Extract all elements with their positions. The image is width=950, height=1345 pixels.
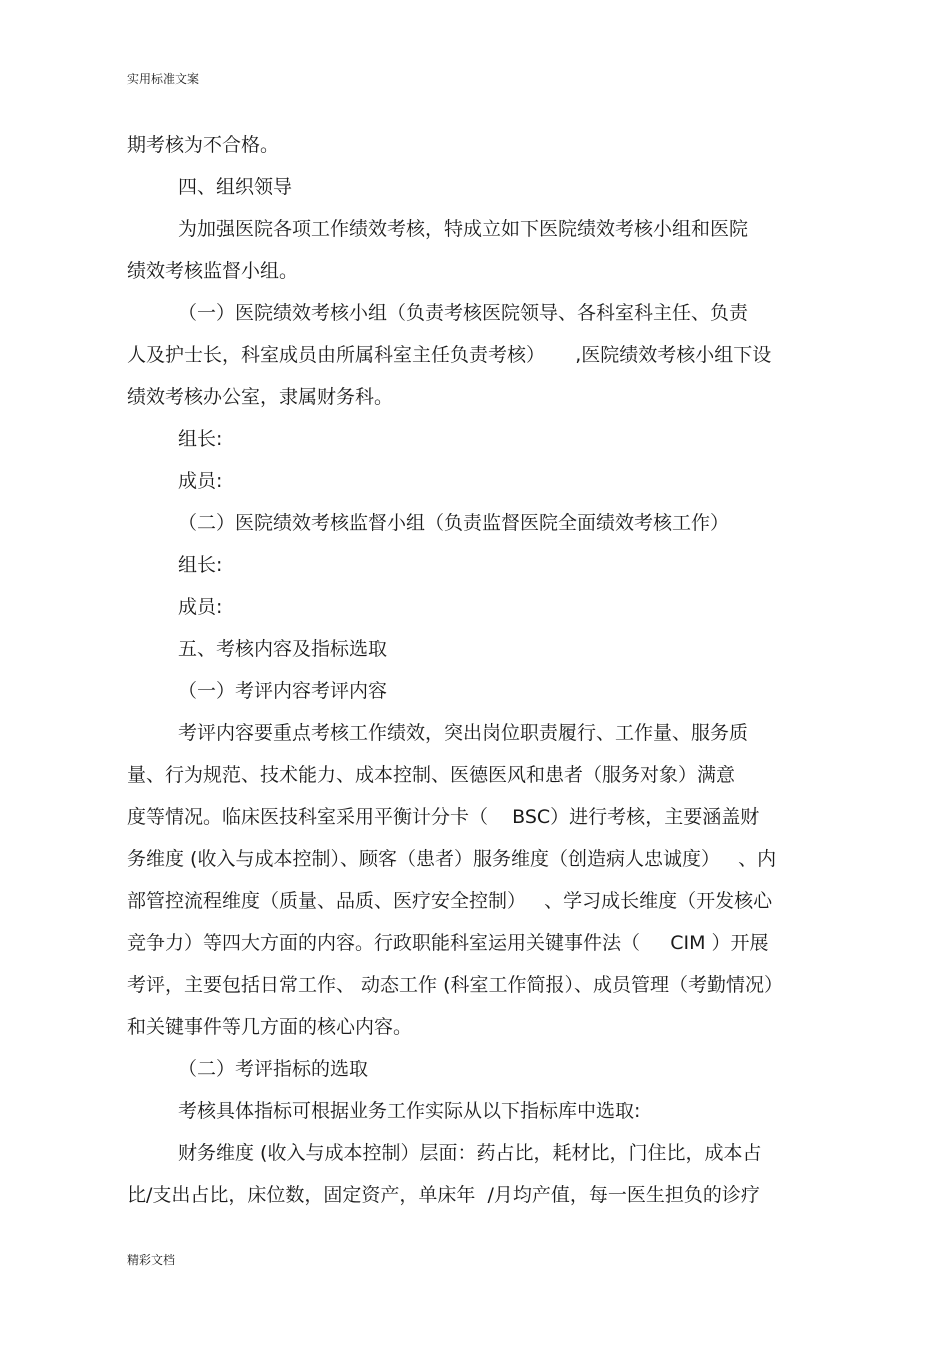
text-line: 和关键事件等几方面的核心内容。 <box>127 1016 413 1038</box>
text-line: 务维度 (收入与成本控制）、顾客（患者）服务维度（创造病人忠诚度） 、内 <box>127 848 777 870</box>
text-line: 量、行为规范、技术能力、成本控制、医德医风和患者（服务对象）满意 <box>127 764 736 786</box>
page-header: 实用标准文案 <box>127 72 200 86</box>
text-line: 绩效考核办公室，隶属财务科。 <box>127 386 394 408</box>
section-heading: 四、组织领导 <box>178 176 293 198</box>
text-line: 人及护士长，科室成员由所属科室主任负责考核） ,医院绩效考核小组下设 <box>127 344 772 366</box>
subsection-heading: （一）考评内容考评内容 <box>178 680 388 702</box>
text-line: 财务维度 (收入与成本控制）层面：药占比，耗材比，门住比，成本占 <box>178 1142 762 1164</box>
subsection-heading: （二）考评指标的选取 <box>178 1058 369 1080</box>
text-line: 成员: <box>178 596 223 618</box>
text-line: 考评内容要重点考核工作绩效，突出岗位职责履行、工作量、服务质 <box>178 722 749 744</box>
text-line: 考评，主要包括日常工作、 动态工作 (科室工作简报）、成员管理（考勤情况） <box>127 974 783 996</box>
page-footer: 精彩文档 <box>127 1253 176 1267</box>
section-heading: 五、考核内容及指标选取 <box>178 638 388 660</box>
subsection-heading: （二）医院绩效考核监督小组（负责监督医院全面绩效考核工作） <box>178 512 730 534</box>
text-line: 比/支出占比，床位数，固定资产，单床年 /月均产值，每一医生担负的诊疗 <box>127 1184 760 1206</box>
text-line: 度等情况。临床医技科室采用平衡计分卡（ BSC）进行考核，主要涵盖财 <box>127 806 760 828</box>
text-line: 竞争力）等四大方面的内容。行政职能科室运用关键事件法（ CIM ）开展 <box>127 932 769 954</box>
text-line: 期考核为不合格。 <box>127 134 280 156</box>
text-line: 部管控流程维度（质量、品质、医疗安全控制） 、学习成长维度（开发核心 <box>127 890 773 912</box>
text-line: 组长: <box>178 554 223 576</box>
text-line: 考核具体指标可根据业务工作实际从以下指标库中选取: <box>178 1100 641 1122</box>
text-line: 为加强医院各项工作绩效考核，特成立如下医院绩效考核小组和医院 <box>178 218 749 240</box>
text-line: 绩效考核监督小组。 <box>127 260 299 282</box>
text-line: 组长: <box>178 428 223 450</box>
text-line: 成员: <box>178 470 223 492</box>
subsection-heading: （一）医院绩效考核小组（负责考核医院领导、各科室科主任、负责 <box>178 302 749 324</box>
